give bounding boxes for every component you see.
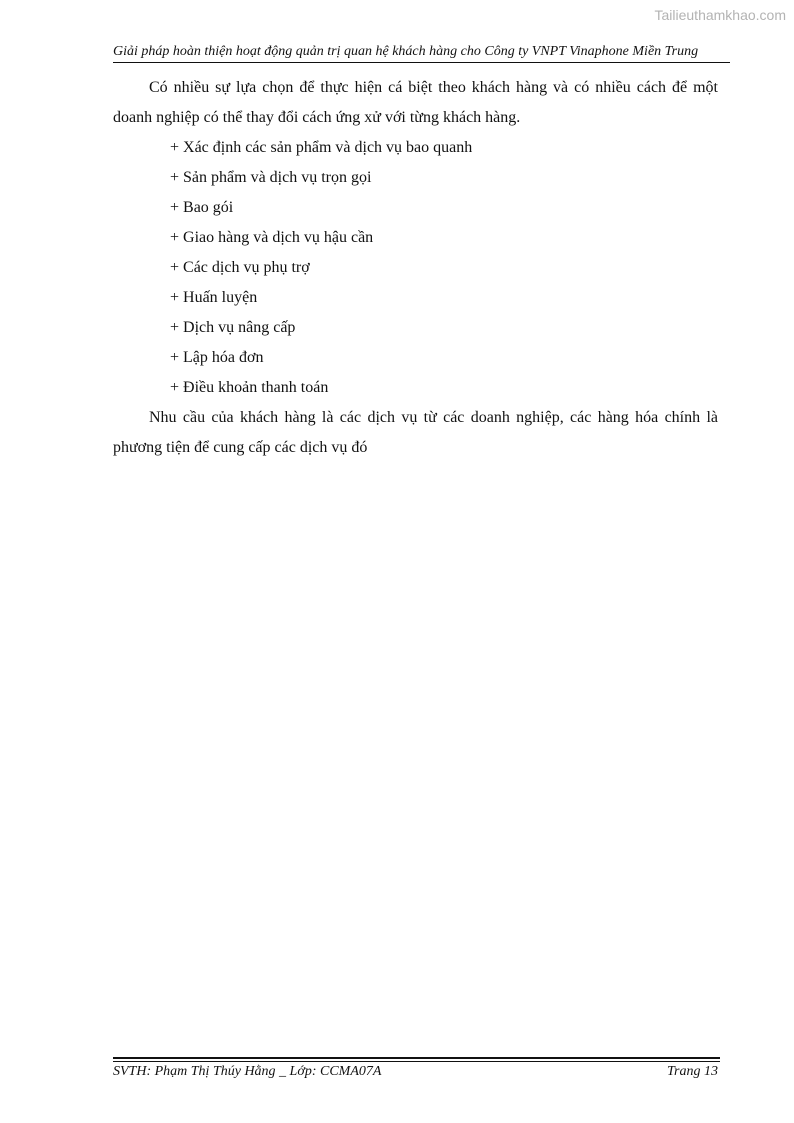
- footer-author: SVTH: Phạm Thị Thúy Hằng _ Lớp: CCMA07A: [113, 1064, 382, 1079]
- page-number: Trang 13: [667, 1064, 718, 1079]
- running-header: Giải pháp hoàn thiện hoạt động quản trị quan hệ khách hàng cho Công ty VNPT Vinaphone Miền Trung: [113, 44, 699, 59]
- intro-paragraph: Có nhiều sự lựa chọn để thực hiện cá biệt theo khách hàng và có nhiều cách để một doanh nghiệp có thể thay đổi cách ứng xử với từng khách hàng.: [113, 79, 718, 126]
- list-item: + Giao hàng và dịch vụ hậu cần: [170, 229, 374, 246]
- list-item: + Điều khoản thanh toán: [170, 379, 329, 396]
- closing-paragraph: Nhu cầu của khách hàng là các dịch vụ từ các doanh nghiệp, các hàng hóa chính là phương tiện để cung cấp các dịch vụ đó: [113, 409, 718, 456]
- running-footer: [113, 1064, 718, 1080]
- service-list: [113, 133, 718, 403]
- list-item: + Sản phẩm và dịch vụ trọn gọi: [170, 169, 372, 186]
- page-content: [113, 73, 718, 463]
- footer-rule: [113, 1057, 720, 1059]
- list-item: + Xác định các sản phẩm và dịch vụ bao quanh: [170, 139, 473, 156]
- list-item: + Bao gói: [170, 199, 234, 216]
- header-rule: [113, 62, 730, 63]
- list-item: + Huấn luyện: [170, 289, 258, 306]
- list-item: + Các dịch vụ phụ trợ: [170, 259, 310, 276]
- list-item: + Dịch vụ nâng cấp: [170, 319, 296, 336]
- watermark: Tailieuthamkhao.com: [654, 7, 786, 23]
- list-item: + Lập hóa đơn: [170, 349, 264, 366]
- footer-rule-thin: [113, 1061, 720, 1062]
